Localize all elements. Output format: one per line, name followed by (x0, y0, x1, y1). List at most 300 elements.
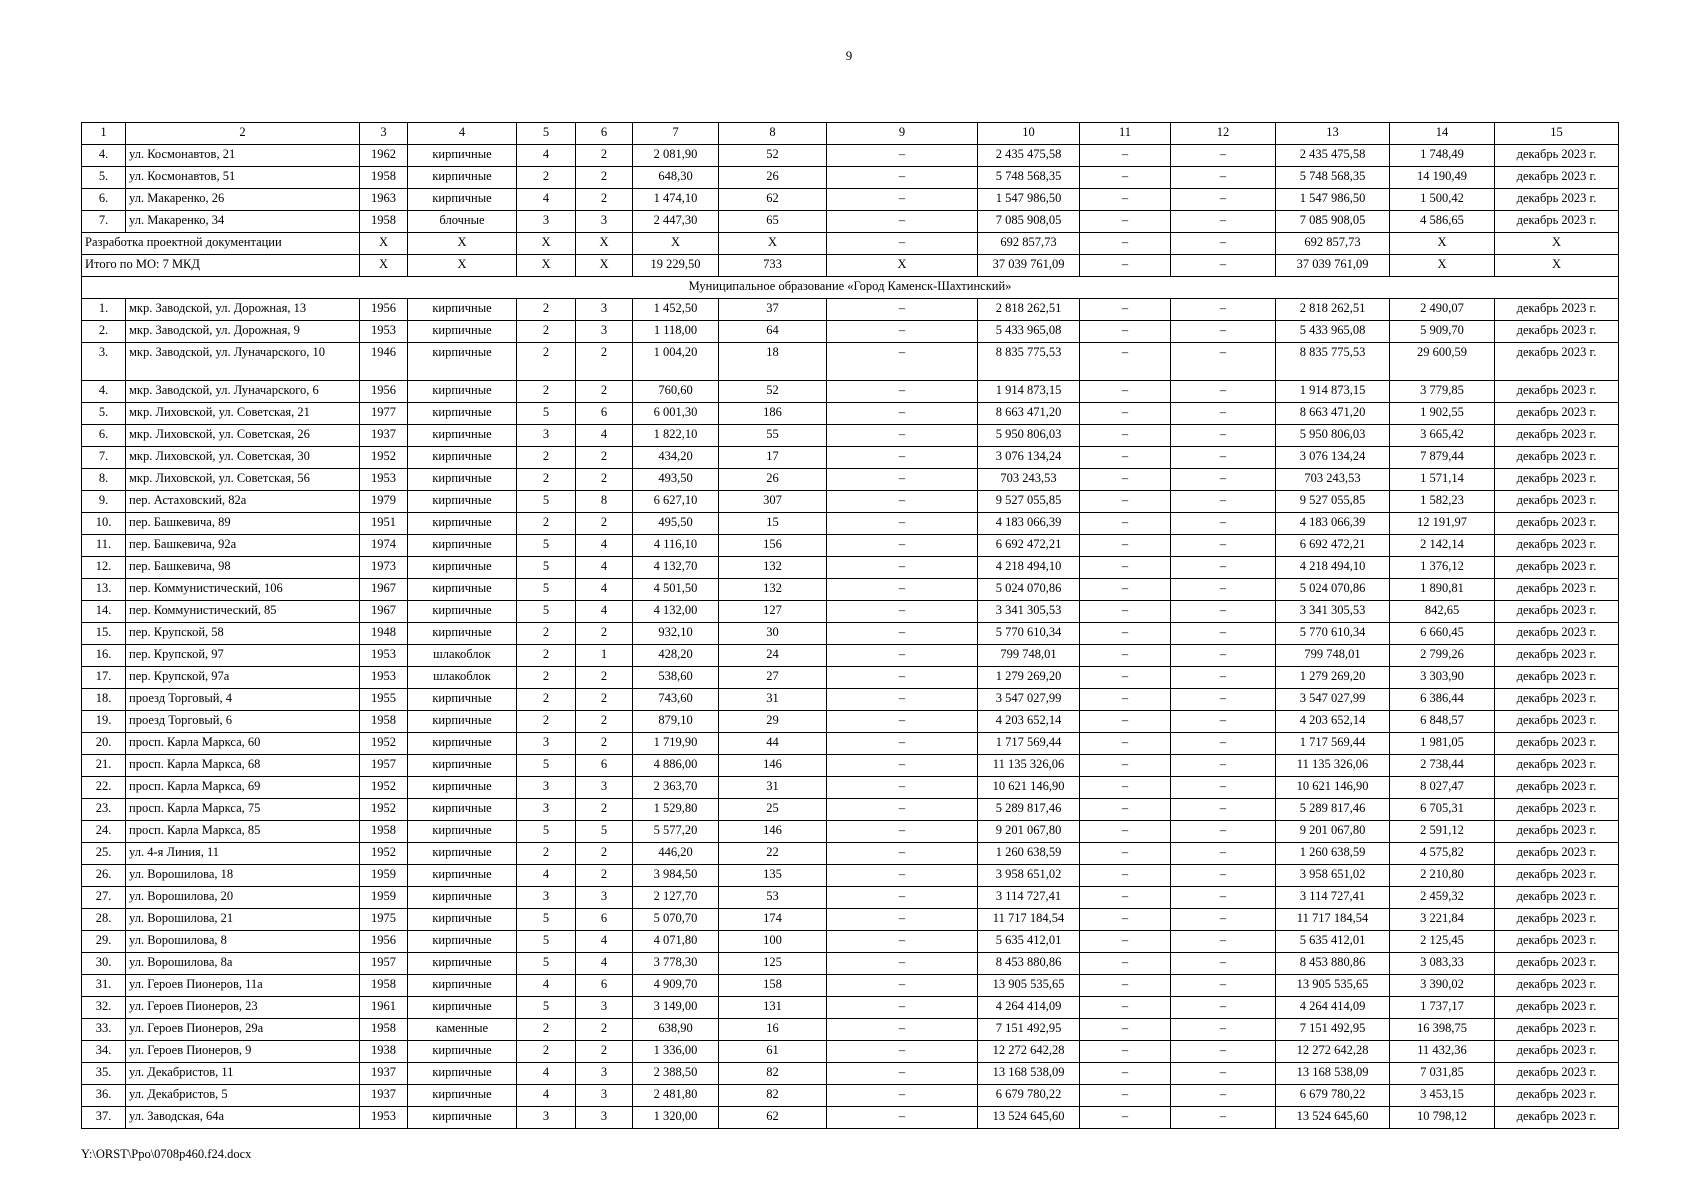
table-row (82, 299, 1619, 321)
column-number-header: 3 (360, 123, 408, 145)
table-cell: 1958 (360, 711, 408, 733)
table-row (82, 491, 1619, 513)
table-row (82, 425, 1619, 447)
table-cell: 6 (576, 975, 633, 997)
table-cell: декабрь 2023 г. (1495, 689, 1619, 711)
table-cell: 82 (719, 1085, 827, 1107)
table-cell: 17 (719, 447, 827, 469)
table-body (82, 123, 1619, 1129)
table-cell: 1974 (360, 535, 408, 557)
table-cell: кирпичные (408, 623, 517, 645)
address-cell: ул. Героев Пионеров, 23 (126, 997, 360, 1019)
table-cell: – (1171, 299, 1276, 321)
table-cell: 3 958 651,02 (978, 865, 1080, 887)
table-cell: декабрь 2023 г. (1495, 1107, 1619, 1129)
table-cell: 4 (517, 865, 576, 887)
address-cell: ул. Героев Пионеров, 9 (126, 1041, 360, 1063)
table-cell: кирпичные (408, 821, 517, 843)
table-cell: 2 (576, 667, 633, 689)
table-cell: 7 085 908,05 (978, 211, 1080, 233)
address-cell: пер. Коммунистический, 85 (126, 601, 360, 623)
table-row (82, 843, 1619, 865)
table-cell: 799 748,01 (978, 645, 1080, 667)
table-cell: – (827, 645, 978, 667)
table-cell: 4 132,00 (633, 601, 719, 623)
table-cell: – (1080, 821, 1171, 843)
table-cell: 131 (719, 997, 827, 1019)
address-cell: мкр. Заводской, ул. Дорожная, 13 (126, 299, 360, 321)
table-row (82, 1019, 1619, 1041)
table-cell: – (1080, 535, 1171, 557)
table-cell: 1977 (360, 403, 408, 425)
table-cell: декабрь 2023 г. (1495, 997, 1619, 1019)
summary-label: Итого по МО: 7 МКД (82, 255, 360, 277)
row-number-cell: 17. (82, 667, 126, 689)
table-cell: – (827, 997, 978, 1019)
table-cell: 6 679 780,22 (978, 1085, 1080, 1107)
row-number-cell: 11. (82, 535, 126, 557)
table-cell: 1958 (360, 821, 408, 843)
column-number-header: 5 (517, 123, 576, 145)
table-cell: 52 (719, 145, 827, 167)
table-cell: 44 (719, 733, 827, 755)
table-cell: кирпичные (408, 557, 517, 579)
table-header-row (82, 123, 1619, 145)
table-cell: 2 (517, 447, 576, 469)
table-cell: 15 (719, 513, 827, 535)
table-cell: 4 218 494,10 (1276, 557, 1390, 579)
summary-cell: Х (360, 255, 408, 277)
table-cell: – (1171, 909, 1276, 931)
table-cell: 8 027,47 (1390, 777, 1495, 799)
summary-cell: Х (576, 233, 633, 255)
table-cell: – (1080, 689, 1171, 711)
table-cell: – (1171, 711, 1276, 733)
table-row (82, 321, 1619, 343)
table-cell: 648,30 (633, 167, 719, 189)
table-cell: – (827, 469, 978, 491)
table-cell: 9 527 055,85 (978, 491, 1080, 513)
address-cell: пер. Астаховский, 82а (126, 491, 360, 513)
table-cell: 5 024 070,86 (1276, 579, 1390, 601)
table-cell: 2 (517, 381, 576, 403)
summary-cell: Х (408, 255, 517, 277)
table-cell: 4 (576, 953, 633, 975)
row-number-cell: 13. (82, 579, 126, 601)
table-cell: 2 (576, 623, 633, 645)
table-cell: 5 577,20 (633, 821, 719, 843)
table-cell: 4 132,70 (633, 557, 719, 579)
table-cell: 146 (719, 755, 827, 777)
table-row (82, 513, 1619, 535)
table-cell: 135 (719, 865, 827, 887)
table-row (82, 997, 1619, 1019)
address-cell: мкр. Заводской, ул. Луначарского, 6 (126, 381, 360, 403)
table-cell: – (827, 211, 978, 233)
table-cell: – (827, 887, 978, 909)
table-row (82, 1107, 1619, 1129)
table-cell: – (1171, 1019, 1276, 1041)
table-cell: – (827, 425, 978, 447)
table-cell: – (1171, 777, 1276, 799)
table-cell: кирпичные (408, 299, 517, 321)
table-cell: – (827, 513, 978, 535)
table-cell: декабрь 2023 г. (1495, 469, 1619, 491)
table-cell: – (1080, 491, 1171, 513)
table-cell: кирпичные (408, 425, 517, 447)
table-cell: 2 481,80 (633, 1085, 719, 1107)
table-cell: 703 243,53 (1276, 469, 1390, 491)
table-cell: – (827, 821, 978, 843)
table-cell: 1957 (360, 953, 408, 975)
table-cell: кирпичные (408, 535, 517, 557)
table-cell: 127 (719, 601, 827, 623)
table-cell: декабрь 2023 г. (1495, 447, 1619, 469)
summary-cell: Х (517, 255, 576, 277)
table-cell: кирпичные (408, 189, 517, 211)
table-cell: – (827, 1041, 978, 1063)
table-cell: 4 (576, 557, 633, 579)
table-cell: – (1080, 931, 1171, 953)
table-cell: 1956 (360, 931, 408, 953)
address-cell: ул. Макаренко, 26 (126, 189, 360, 211)
table-cell: 4 (576, 535, 633, 557)
table-cell: декабрь 2023 г. (1495, 145, 1619, 167)
table-cell: 5 (517, 535, 576, 557)
table-cell: 1 914 873,15 (978, 381, 1080, 403)
table-cell: – (1080, 145, 1171, 167)
table-cell: – (1171, 953, 1276, 975)
table-cell: 2 435 475,58 (978, 145, 1080, 167)
table-row (82, 667, 1619, 689)
table-cell: 446,20 (633, 843, 719, 865)
table-cell: 1959 (360, 887, 408, 909)
table-row (82, 821, 1619, 843)
summary-cell: 37 039 761,09 (1276, 255, 1390, 277)
table-cell: 7 031,85 (1390, 1063, 1495, 1085)
table-row (82, 403, 1619, 425)
table-cell: – (1080, 211, 1171, 233)
table-cell: кирпичные (408, 579, 517, 601)
table-cell: 2 (576, 1019, 633, 1041)
table-cell: 1 336,00 (633, 1041, 719, 1063)
table-cell: – (1171, 821, 1276, 843)
table-row (82, 975, 1619, 997)
table-cell: – (1171, 343, 1276, 381)
table-cell: 3 083,33 (1390, 953, 1495, 975)
table-cell: – (1171, 535, 1276, 557)
table-cell: – (827, 403, 978, 425)
table-cell: 743,60 (633, 689, 719, 711)
column-number-header: 1 (82, 123, 126, 145)
table-cell: – (1080, 601, 1171, 623)
table-cell: – (1080, 909, 1171, 931)
table-cell: декабрь 2023 г. (1495, 299, 1619, 321)
table-cell: 5 289 817,46 (978, 799, 1080, 821)
row-number-cell: 3. (82, 343, 126, 381)
address-cell: мкр. Заводской, ул. Луначарского, 10 (126, 343, 360, 381)
table-cell: декабрь 2023 г. (1495, 711, 1619, 733)
table-cell: – (1171, 865, 1276, 887)
table-cell: – (1171, 601, 1276, 623)
table-cell: 55 (719, 425, 827, 447)
column-number-header: 2 (126, 123, 360, 145)
table-cell: 1 279 269,20 (1276, 667, 1390, 689)
table-cell: 2 (576, 447, 633, 469)
row-number-cell: 4. (82, 145, 126, 167)
table-cell: 3 (576, 321, 633, 343)
table-cell: 842,65 (1390, 601, 1495, 623)
table-cell: 1 118,00 (633, 321, 719, 343)
table-cell: кирпичные (408, 469, 517, 491)
table-cell: 3 076 134,24 (1276, 447, 1390, 469)
table-cell: декабрь 2023 г. (1495, 799, 1619, 821)
table-cell: кирпичные (408, 491, 517, 513)
table-cell: 1953 (360, 321, 408, 343)
table-cell: 4 264 414,09 (978, 997, 1080, 1019)
table-cell: – (827, 667, 978, 689)
address-cell: мкр. Лиховской, ул. Советская, 21 (126, 403, 360, 425)
table-cell: 2 (576, 381, 633, 403)
table-cell: 2 (576, 167, 633, 189)
table-cell: – (1080, 1019, 1171, 1041)
row-number-cell: 26. (82, 865, 126, 887)
table-cell: декабрь 2023 г. (1495, 491, 1619, 513)
table-cell: 1 719,90 (633, 733, 719, 755)
table-cell: 5 (517, 403, 576, 425)
table-row (82, 1041, 1619, 1063)
table-cell: 2 127,70 (633, 887, 719, 909)
table-cell: 1952 (360, 733, 408, 755)
row-number-cell: 20. (82, 733, 126, 755)
section-header-row (82, 277, 1619, 299)
table-cell: 2 (517, 689, 576, 711)
table-cell: 3 076 134,24 (978, 447, 1080, 469)
table-cell: – (1171, 799, 1276, 821)
table-cell: – (1171, 733, 1276, 755)
table-cell: 1 717 569,44 (978, 733, 1080, 755)
table-cell: 6 (576, 755, 633, 777)
table-cell: – (1171, 321, 1276, 343)
table-cell: 27 (719, 667, 827, 689)
table-cell: 2 210,80 (1390, 865, 1495, 887)
table-cell: 2 (517, 299, 576, 321)
table-cell: 5 (517, 953, 576, 975)
table-cell: 1 529,80 (633, 799, 719, 821)
table-cell: – (827, 557, 978, 579)
address-cell: ул. Ворошилова, 8 (126, 931, 360, 953)
table-cell: 2 (517, 623, 576, 645)
table-cell: 3 221,84 (1390, 909, 1495, 931)
table-cell: – (1171, 579, 1276, 601)
summary-cell: Х (719, 233, 827, 255)
table-cell: – (827, 799, 978, 821)
table-cell: 2 (517, 667, 576, 689)
table-cell: 3 779,85 (1390, 381, 1495, 403)
table-cell: 3 (517, 733, 576, 755)
address-cell: проезд Торговый, 4 (126, 689, 360, 711)
table-row (82, 931, 1619, 953)
table-cell: 30 (719, 623, 827, 645)
table-cell: декабрь 2023 г. (1495, 1063, 1619, 1085)
table-cell: 5 770 610,34 (1276, 623, 1390, 645)
table-cell: 29 600,59 (1390, 343, 1495, 381)
table-cell: 1 582,23 (1390, 491, 1495, 513)
table-cell: 16 (719, 1019, 827, 1041)
row-number-cell: 1. (82, 299, 126, 321)
table-cell: – (827, 1085, 978, 1107)
table-cell: 6 (576, 403, 633, 425)
table-cell: 13 168 538,09 (978, 1063, 1080, 1085)
table-cell: 5 950 806,03 (1276, 425, 1390, 447)
table-cell: 4 886,00 (633, 755, 719, 777)
table-cell: – (1171, 1085, 1276, 1107)
table-cell: 1967 (360, 601, 408, 623)
row-number-cell: 18. (82, 689, 126, 711)
table-cell: – (1171, 381, 1276, 403)
table-cell: 2 (517, 167, 576, 189)
table-cell: – (1080, 381, 1171, 403)
table-cell: 2 (576, 1041, 633, 1063)
table-cell: 3 547 027,99 (978, 689, 1080, 711)
address-cell: мкр. Лиховской, ул. Советская, 30 (126, 447, 360, 469)
table-cell: – (1171, 1063, 1276, 1085)
table-cell: 12 272 642,28 (978, 1041, 1080, 1063)
table-cell: 3 (517, 211, 576, 233)
table-cell: 2 738,44 (1390, 755, 1495, 777)
table-cell: 1953 (360, 645, 408, 667)
column-number-header: 4 (408, 123, 517, 145)
table-cell: – (827, 145, 978, 167)
table-row (82, 689, 1619, 711)
table-cell: 2 142,14 (1390, 535, 1495, 557)
table-cell: – (827, 189, 978, 211)
table-cell: 2 (517, 711, 576, 733)
row-number-cell: 33. (82, 1019, 126, 1041)
table-cell: 5 (517, 821, 576, 843)
table-cell: декабрь 2023 г. (1495, 953, 1619, 975)
table-cell: 1937 (360, 1063, 408, 1085)
table-row (82, 1085, 1619, 1107)
table-cell: 4 (576, 931, 633, 953)
table-cell: – (1080, 755, 1171, 777)
table-cell: 62 (719, 189, 827, 211)
table-cell: 7 085 908,05 (1276, 211, 1390, 233)
table-cell: – (827, 343, 978, 381)
table-cell: 4 203 652,14 (978, 711, 1080, 733)
table-cell: 638,90 (633, 1019, 719, 1041)
address-cell: ул. Ворошилова, 8а (126, 953, 360, 975)
table-cell: 2 125,45 (1390, 931, 1495, 953)
table-cell: кирпичные (408, 799, 517, 821)
table-cell: 1 981,05 (1390, 733, 1495, 755)
table-row (82, 189, 1619, 211)
table-cell: – (1171, 1041, 1276, 1063)
table-cell: декабрь 2023 г. (1495, 755, 1619, 777)
table-cell: 1953 (360, 667, 408, 689)
table-cell: 4 071,80 (633, 931, 719, 953)
table-cell: 5 (517, 601, 576, 623)
table-cell: 493,50 (633, 469, 719, 491)
table-cell: 932,10 (633, 623, 719, 645)
table-cell: декабрь 2023 г. (1495, 167, 1619, 189)
table-cell: 146 (719, 821, 827, 843)
address-cell: ул. Ворошилова, 21 (126, 909, 360, 931)
address-cell: ул. Заводская, 64а (126, 1107, 360, 1129)
table-cell: 3 (517, 799, 576, 821)
table-cell: 3 114 727,41 (1276, 887, 1390, 909)
table-cell: 2 435 475,58 (1276, 145, 1390, 167)
table-cell: – (1171, 689, 1276, 711)
table-cell: 18 (719, 343, 827, 381)
table-cell: 307 (719, 491, 827, 513)
table-cell: 4 116,10 (633, 535, 719, 557)
column-number-header: 6 (576, 123, 633, 145)
table-cell: 1958 (360, 167, 408, 189)
address-cell: пер. Крупской, 58 (126, 623, 360, 645)
table-cell: 4 (517, 145, 576, 167)
table-cell: 11 717 184,54 (978, 909, 1080, 931)
table-row (82, 601, 1619, 623)
column-number-header: 14 (1390, 123, 1495, 145)
row-number-cell: 29. (82, 931, 126, 953)
table-cell: 132 (719, 579, 827, 601)
table-cell: 2 (576, 469, 633, 491)
table-cell: 1 452,50 (633, 299, 719, 321)
table-cell: 5 433 965,08 (978, 321, 1080, 343)
table-cell: 5 635 412,01 (1276, 931, 1390, 953)
table-cell: 26 (719, 469, 827, 491)
table-cell: 7 879,44 (1390, 447, 1495, 469)
table-cell: 8 663 471,20 (1276, 403, 1390, 425)
table-cell: 538,60 (633, 667, 719, 689)
table-cell: 2 (576, 799, 633, 821)
table-cell: 1938 (360, 1041, 408, 1063)
table-cell: 5 909,70 (1390, 321, 1495, 343)
table-cell: – (1080, 557, 1171, 579)
table-cell: 5 635 412,01 (978, 931, 1080, 953)
table-cell: 2 (517, 1019, 576, 1041)
row-number-cell: 36. (82, 1085, 126, 1107)
table-cell: 26 (719, 167, 827, 189)
table-cell: – (1171, 211, 1276, 233)
summary-cell: – (1080, 255, 1171, 277)
table-cell: 64 (719, 321, 827, 343)
row-number-cell: 34. (82, 1041, 126, 1063)
table-cell: – (1080, 343, 1171, 381)
address-cell: ул. Космонавтов, 51 (126, 167, 360, 189)
table-cell: 3 (576, 211, 633, 233)
table-cell: 6 692 472,21 (978, 535, 1080, 557)
table-row (82, 167, 1619, 189)
address-cell: пер. Коммунистический, 106 (126, 579, 360, 601)
table-cell: 3 958 651,02 (1276, 865, 1390, 887)
address-cell: мкр. Заводской, ул. Дорожная, 9 (126, 321, 360, 343)
address-cell: ул. Ворошилова, 18 (126, 865, 360, 887)
table-cell: 156 (719, 535, 827, 557)
table-cell: – (1080, 425, 1171, 447)
table-cell: 1956 (360, 299, 408, 321)
table-cell: 100 (719, 931, 827, 953)
table-row (82, 343, 1619, 381)
table-cell: – (1171, 1107, 1276, 1129)
table-cell: 1951 (360, 513, 408, 535)
table-cell: 5 289 817,46 (1276, 799, 1390, 821)
table-cell: 2 799,26 (1390, 645, 1495, 667)
table-cell: 61 (719, 1041, 827, 1063)
table-cell: 5 024 070,86 (978, 579, 1080, 601)
table-cell: 3 (517, 1107, 576, 1129)
